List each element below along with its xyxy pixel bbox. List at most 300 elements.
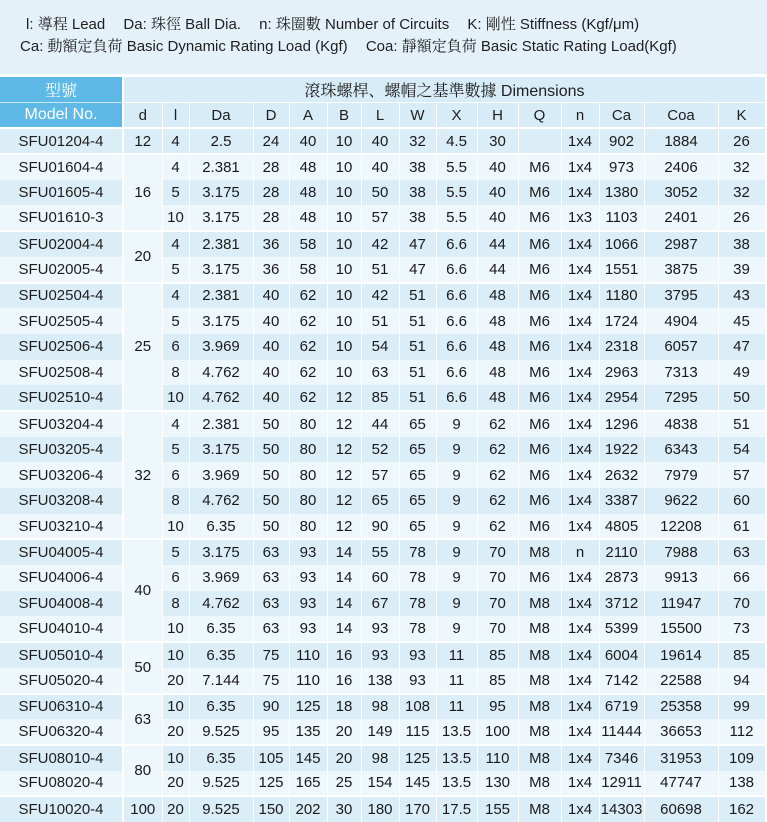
value-cell: 1x4 (561, 694, 599, 720)
value-cell: 1x4 (561, 180, 599, 206)
value-cell: 62 (289, 308, 327, 334)
diameter-cell: 80 (123, 745, 162, 796)
value-cell: M8 (518, 796, 561, 822)
value-cell: 62 (477, 411, 518, 437)
value-cell: 78 (399, 591, 436, 617)
table-row (0, 565, 765, 591)
value-cell: 109 (718, 745, 765, 771)
legend-lead: l: 導程 Lead (26, 16, 106, 33)
column-header: Ca (599, 103, 644, 129)
value-cell: 78 (399, 616, 436, 642)
model-cell: SFU05020-4 (0, 668, 123, 694)
value-cell: 48 (289, 205, 327, 231)
value-cell: 170 (399, 796, 436, 822)
column-header: n (561, 103, 599, 129)
column-header: Q (518, 103, 561, 129)
value-cell: 63 (718, 539, 765, 565)
model-cell: SFU03205-4 (0, 437, 123, 463)
value-cell: 32 (399, 128, 436, 154)
model-cell: SFU02510-4 (0, 385, 123, 411)
value-cell: 40 (253, 385, 289, 411)
value-cell: 14 (327, 565, 361, 591)
model-header-zh: 型號 (0, 77, 123, 103)
value-cell: 93 (361, 616, 399, 642)
value-cell: 48 (477, 308, 518, 334)
value-cell: M6 (518, 283, 561, 309)
table-row (0, 539, 765, 565)
value-cell: 7142 (599, 668, 644, 694)
value-cell: 10 (162, 642, 189, 668)
value-cell: 63 (253, 616, 289, 642)
value-cell: 63 (253, 565, 289, 591)
model-cell: SFU03206-4 (0, 462, 123, 488)
value-cell: 9 (436, 591, 477, 617)
value-cell: 6.35 (189, 694, 253, 720)
value-cell: M8 (518, 591, 561, 617)
value-cell: 155 (477, 796, 518, 822)
value-cell: 51 (361, 308, 399, 334)
value-cell: 40 (361, 154, 399, 180)
model-cell: SFU08020-4 (0, 771, 123, 797)
value-cell: M6 (518, 154, 561, 180)
model-cell: SFU04008-4 (0, 591, 123, 617)
value-cell: 1x4 (561, 462, 599, 488)
table-row (0, 154, 765, 180)
value-cell: 98 (361, 745, 399, 771)
value-cell: 9 (436, 565, 477, 591)
value-cell: 115 (399, 719, 436, 745)
value-cell: 12 (327, 488, 361, 514)
table-row (0, 488, 765, 514)
value-cell: 62 (289, 334, 327, 360)
value-cell: 1180 (599, 283, 644, 309)
value-cell: 1296 (599, 411, 644, 437)
column-header: W (399, 103, 436, 129)
value-cell: 145 (289, 745, 327, 771)
value-cell: 1x4 (561, 642, 599, 668)
value-cell: 62 (289, 283, 327, 309)
value-cell: 26 (718, 205, 765, 231)
value-cell: 1884 (644, 128, 718, 154)
value-cell: 30 (327, 796, 361, 822)
value-cell: 36 (253, 257, 289, 283)
value-cell: 5 (162, 539, 189, 565)
model-cell: SFU01610-3 (0, 205, 123, 231)
value-cell: 10 (327, 205, 361, 231)
value-cell: 2987 (644, 231, 718, 257)
value-cell: 60698 (644, 796, 718, 822)
value-cell: 54 (361, 334, 399, 360)
value-cell: 12 (327, 411, 361, 437)
value-cell: 95 (477, 694, 518, 720)
value-cell: 5.5 (436, 205, 477, 231)
value-cell: 62 (477, 437, 518, 463)
value-cell: M8 (518, 642, 561, 668)
value-cell: 2873 (599, 565, 644, 591)
value-cell: 7346 (599, 745, 644, 771)
legend-circuits: n: 珠圈數 Number of Circuits (259, 16, 450, 33)
value-cell: 1x4 (561, 514, 599, 540)
value-cell: 62 (477, 488, 518, 514)
value-cell: 50 (718, 385, 765, 411)
value-cell: 7988 (644, 539, 718, 565)
value-cell: 6057 (644, 334, 718, 360)
value-cell: 10 (327, 128, 361, 154)
table-row (0, 411, 765, 437)
value-cell: 85 (477, 668, 518, 694)
value-cell: 2318 (599, 334, 644, 360)
value-cell: 19614 (644, 642, 718, 668)
table-row (0, 257, 765, 283)
value-cell: 10 (327, 231, 361, 257)
value-cell: 54 (718, 437, 765, 463)
column-header: X (436, 103, 477, 129)
value-cell: M6 (518, 411, 561, 437)
value-cell: 7295 (644, 385, 718, 411)
value-cell: 1x4 (561, 616, 599, 642)
value-cell: M6 (518, 231, 561, 257)
value-cell: 2954 (599, 385, 644, 411)
value-cell: 6.6 (436, 308, 477, 334)
value-cell: 32 (718, 154, 765, 180)
value-cell: 18 (327, 694, 361, 720)
value-cell: 112 (718, 719, 765, 745)
model-cell: SFU02005-4 (0, 257, 123, 283)
value-cell: 1x4 (561, 334, 599, 360)
value-cell: 3.175 (189, 257, 253, 283)
value-cell: M6 (518, 205, 561, 231)
value-cell: 4 (162, 231, 189, 257)
value-cell: M8 (518, 771, 561, 797)
value-cell: 202 (289, 796, 327, 822)
legend (0, 0, 767, 74)
value-cell: 10 (327, 180, 361, 206)
value-cell: 60 (718, 488, 765, 514)
value-cell: 94 (718, 668, 765, 694)
value-cell: 110 (289, 668, 327, 694)
value-cell: 4 (162, 128, 189, 154)
value-cell: 1066 (599, 231, 644, 257)
value-cell: 26 (718, 128, 765, 154)
value-cell: 20 (162, 668, 189, 694)
value-cell: 78 (399, 565, 436, 591)
value-cell: 80 (289, 462, 327, 488)
table-row (0, 771, 765, 797)
value-cell: 130 (477, 771, 518, 797)
diameter-cell: 25 (123, 283, 162, 411)
value-cell: 67 (361, 591, 399, 617)
value-cell: 62 (477, 462, 518, 488)
value-cell: M8 (518, 539, 561, 565)
value-cell: 47 (399, 257, 436, 283)
value-cell: 28 (253, 205, 289, 231)
value-cell: 75 (253, 668, 289, 694)
value-cell: 7979 (644, 462, 718, 488)
model-cell: SFU05010-4 (0, 642, 123, 668)
value-cell: 3875 (644, 257, 718, 283)
table-body (0, 128, 765, 822)
value-cell: 6 (162, 565, 189, 591)
value-cell: 2.381 (189, 154, 253, 180)
value-cell: 63 (361, 360, 399, 386)
value-cell: 52 (361, 437, 399, 463)
value-cell: 105 (253, 745, 289, 771)
value-cell: 8 (162, 591, 189, 617)
value-cell: M6 (518, 308, 561, 334)
diameter-cell: 50 (123, 642, 162, 693)
value-cell: 48 (289, 154, 327, 180)
value-cell: 3795 (644, 283, 718, 309)
value-cell: 3387 (599, 488, 644, 514)
value-cell: 6.6 (436, 334, 477, 360)
value-cell: 39 (718, 257, 765, 283)
table-row (0, 642, 765, 668)
column-header: D (253, 103, 289, 129)
value-cell: 42 (361, 231, 399, 257)
value-cell: 57 (718, 462, 765, 488)
value-cell: 9 (436, 411, 477, 437)
spec-table (0, 77, 766, 822)
value-cell: 138 (718, 771, 765, 797)
value-cell: 125 (399, 745, 436, 771)
model-cell: SFU02506-4 (0, 334, 123, 360)
value-cell: 99 (718, 694, 765, 720)
value-cell: 1x4 (561, 411, 599, 437)
value-cell: 51 (361, 257, 399, 283)
column-header: K (718, 103, 765, 129)
value-cell: 4904 (644, 308, 718, 334)
value-cell: 5 (162, 308, 189, 334)
value-cell: 9.525 (189, 771, 253, 797)
value-cell: 4 (162, 411, 189, 437)
value-cell: 43 (718, 283, 765, 309)
column-header: B (327, 103, 361, 129)
value-cell: 10 (327, 154, 361, 180)
value-cell: 14 (327, 539, 361, 565)
value-cell: 63 (253, 591, 289, 617)
value-cell: 6.35 (189, 514, 253, 540)
value-cell: 145 (399, 771, 436, 797)
value-cell: 1x4 (561, 308, 599, 334)
value-cell: 48 (477, 385, 518, 411)
value-cell: 9 (436, 462, 477, 488)
table-row (0, 591, 765, 617)
legend-ball-dia: Da: 珠徑 Ball Dia. (123, 16, 241, 33)
value-cell: 30 (477, 128, 518, 154)
value-cell: 9.525 (189, 796, 253, 822)
value-cell: 10 (162, 514, 189, 540)
value-cell: 2.381 (189, 411, 253, 437)
value-cell: 4 (162, 283, 189, 309)
column-header: d (123, 103, 162, 129)
value-cell: 42 (361, 283, 399, 309)
value-cell: 3712 (599, 591, 644, 617)
value-cell: 50 (253, 514, 289, 540)
value-cell: 48 (477, 283, 518, 309)
table-row (0, 437, 765, 463)
value-cell: 51 (399, 385, 436, 411)
value-cell: M6 (518, 437, 561, 463)
value-cell: 10 (162, 205, 189, 231)
value-cell: 9913 (644, 565, 718, 591)
value-cell: 22588 (644, 668, 718, 694)
value-cell: 70 (477, 565, 518, 591)
value-cell: 8 (162, 360, 189, 386)
value-cell: 58 (289, 257, 327, 283)
value-cell: 93 (289, 565, 327, 591)
value-cell: 1x4 (561, 719, 599, 745)
value-cell: 95 (253, 719, 289, 745)
value-cell: 3.175 (189, 437, 253, 463)
value-cell: 5399 (599, 616, 644, 642)
value-cell: 1x4 (561, 257, 599, 283)
value-cell: 50 (253, 488, 289, 514)
value-cell: 4.762 (189, 360, 253, 386)
column-header: H (477, 103, 518, 129)
legend-static-load: Coa: 靜額定負荷 Basic Static Rating Load(Kgf) (365, 38, 677, 55)
value-cell: 61 (718, 514, 765, 540)
value-cell: 11 (436, 694, 477, 720)
value-cell: 2.381 (189, 283, 253, 309)
value-cell: 93 (289, 539, 327, 565)
value-cell: M6 (518, 360, 561, 386)
value-cell: 5.5 (436, 180, 477, 206)
value-cell: 6.35 (189, 642, 253, 668)
value-cell: 1x4 (561, 437, 599, 463)
value-cell: 1x4 (561, 385, 599, 411)
value-cell: 50 (253, 411, 289, 437)
value-cell: 4.5 (436, 128, 477, 154)
value-cell: 10 (162, 745, 189, 771)
value-cell: 6.35 (189, 745, 253, 771)
table-row (0, 231, 765, 257)
value-cell: 150 (253, 796, 289, 822)
value-cell: 149 (361, 719, 399, 745)
value-cell: 66 (718, 565, 765, 591)
diameter-cell: 32 (123, 411, 162, 539)
value-cell: 20 (327, 719, 361, 745)
value-cell: 110 (289, 642, 327, 668)
column-header: A (289, 103, 327, 129)
value-cell: 16 (327, 642, 361, 668)
value-cell: 48 (477, 360, 518, 386)
value-cell: 9 (436, 488, 477, 514)
diameter-cell: 12 (123, 128, 162, 154)
value-cell: 38 (718, 231, 765, 257)
legend-dynamic-load: Ca: 動額定負荷 Basic Dynamic Rating Load (Kgf) (20, 38, 348, 55)
value-cell: 3.969 (189, 565, 253, 591)
value-cell: 1x4 (561, 591, 599, 617)
value-cell: 4.762 (189, 385, 253, 411)
table-row (0, 308, 765, 334)
value-cell: 6.6 (436, 283, 477, 309)
value-cell: 47 (718, 334, 765, 360)
value-cell: 9 (436, 514, 477, 540)
value-cell: M6 (518, 180, 561, 206)
value-cell: 7313 (644, 360, 718, 386)
value-cell: 40 (477, 205, 518, 231)
value-cell: 5 (162, 437, 189, 463)
value-cell: 1x4 (561, 154, 599, 180)
value-cell: 47747 (644, 771, 718, 797)
value-cell: 10 (162, 694, 189, 720)
value-cell: M6 (518, 462, 561, 488)
column-header: Coa (644, 103, 718, 129)
value-cell (518, 128, 561, 154)
value-cell: 162 (718, 796, 765, 822)
value-cell: 3052 (644, 180, 718, 206)
value-cell: 1551 (599, 257, 644, 283)
value-cell: 2.381 (189, 231, 253, 257)
value-cell: 10 (162, 616, 189, 642)
table-row (0, 385, 765, 411)
value-cell: 20 (162, 796, 189, 822)
value-cell: 1x3 (561, 205, 599, 231)
diameter-cell: 20 (123, 231, 162, 282)
value-cell: 90 (253, 694, 289, 720)
value-cell: 80 (289, 437, 327, 463)
value-cell: 100 (477, 719, 518, 745)
value-cell: 1724 (599, 308, 644, 334)
model-cell: SFU04010-4 (0, 616, 123, 642)
value-cell: M8 (518, 668, 561, 694)
value-cell: 10 (327, 334, 361, 360)
value-cell: 78 (399, 539, 436, 565)
value-cell: 45 (718, 308, 765, 334)
value-cell: 4805 (599, 514, 644, 540)
table-row (0, 668, 765, 694)
value-cell: 85 (477, 642, 518, 668)
value-cell: 138 (361, 668, 399, 694)
value-cell: 85 (361, 385, 399, 411)
value-cell: 57 (361, 205, 399, 231)
value-cell: 36 (253, 231, 289, 257)
value-cell: M6 (518, 488, 561, 514)
value-cell: M6 (518, 385, 561, 411)
value-cell: 5 (162, 180, 189, 206)
value-cell: 80 (289, 411, 327, 437)
diameter-cell: 16 (123, 154, 162, 231)
column-header-row (0, 103, 765, 129)
table-row (0, 462, 765, 488)
value-cell: 40 (253, 334, 289, 360)
value-cell: 40 (361, 128, 399, 154)
value-cell: 62 (289, 385, 327, 411)
legend-stiffness: K: 剛性 Stiffness (Kgf/μm) (467, 16, 640, 33)
value-cell: 31953 (644, 745, 718, 771)
value-cell: 51 (399, 308, 436, 334)
value-cell: M6 (518, 257, 561, 283)
value-cell: 4838 (644, 411, 718, 437)
value-cell: 20 (327, 745, 361, 771)
value-cell: 12 (327, 385, 361, 411)
value-cell: 6 (162, 334, 189, 360)
value-cell: M8 (518, 745, 561, 771)
value-cell: 80 (289, 488, 327, 514)
value-cell: 40 (253, 283, 289, 309)
value-cell: 49 (718, 360, 765, 386)
value-cell: 51 (718, 411, 765, 437)
value-cell: 65 (399, 462, 436, 488)
value-cell: 50 (361, 180, 399, 206)
value-cell: 65 (399, 514, 436, 540)
value-cell: 6.6 (436, 385, 477, 411)
model-cell: SFU06320-4 (0, 719, 123, 745)
value-cell: M8 (518, 616, 561, 642)
value-cell: 5.5 (436, 154, 477, 180)
value-cell: 16 (327, 668, 361, 694)
value-cell: 1380 (599, 180, 644, 206)
